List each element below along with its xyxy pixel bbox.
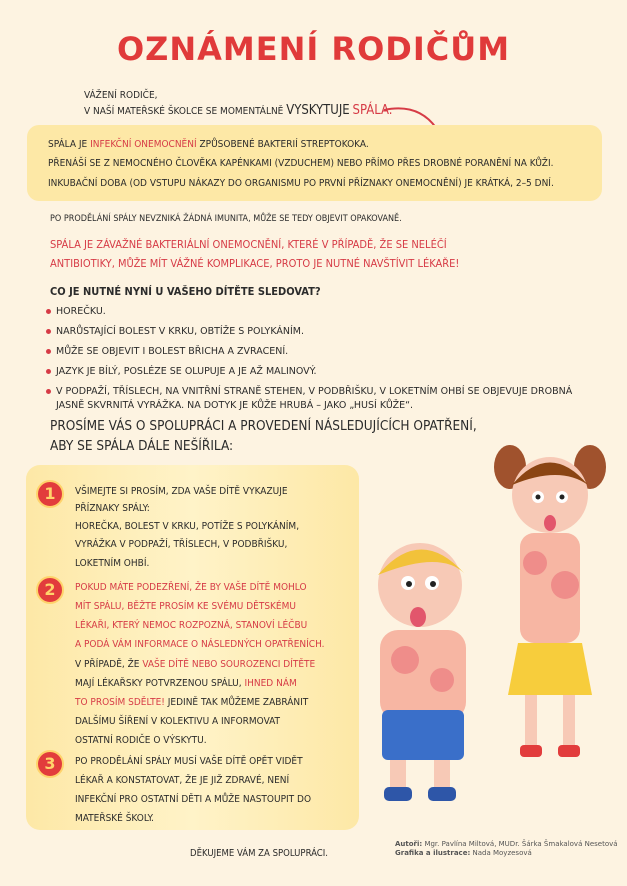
step-highlight: IHNED NÁM <box>244 678 297 689</box>
warning-line-1: SPÁLA JE ZÁVAŽNÉ BAKTERIÁLNÍ ONEMOCNĚNÍ, KTERÉ V PŘÍPADĚ, ŽE SE NELÉČÍ <box>50 238 447 251</box>
boy-figure <box>378 543 466 801</box>
page-title: OZNÁMENÍ RODIČŮM <box>116 30 511 68</box>
request-line-2: ABY SE SPÁLA DÁLE NEŠÍŘILA: <box>50 438 234 454</box>
step-3-line: PO PRODĚLÁNÍ SPÁLY MUSÍ VAŠE DÍTĚ OPĚT VIDĚT <box>75 756 303 767</box>
info-line-3: INKUBAČNÍ DOBA (OD VSTUPU NÁKAZY DO ORGANISMU PO PRVNÍ PŘÍZNAKY ONEMOCNĚNÍ) JE KRÁTKÁ, 2–5 DNÍ. <box>48 178 554 189</box>
credits <box>395 840 618 858</box>
info-line-1 <box>48 137 369 152</box>
step-1-line: LOKETNÍM OHBÍ. <box>75 558 150 569</box>
step-3-line: INFEKČNÍ PRO OSTATNÍ DĚTI A MŮŽE NASTOUPIT DO <box>75 794 312 805</box>
intro-disease: SPÁLA. <box>352 103 393 118</box>
immunity-note: PO PRODĚLÁNÍ SPÁLY NEVZNIKÁ ŽÁDNÁ IMUNITA, MŮŽE SE TEDY OBJEVIT OPAKOVANĚ. <box>50 214 402 224</box>
graphics-credit <box>395 849 618 858</box>
credit-value: Mgr. Pavlína Miltová, MUDr. Šárka Šmakalová Nesetová <box>424 840 618 848</box>
step-2-line: LÉKAŘI, KTERÝ NEMOC ROZPOZNÁ, STANOVÍ LÉČBU <box>75 620 308 631</box>
step-2-line: DALŠÍMU ŠÍŘENÍ V KOLEKTIVU A INFORMOVAT <box>75 716 280 727</box>
step-number-3: 3 <box>36 750 64 778</box>
warning-line-2: ANTIBIOTIKY, MŮŽE MÍT VÁŽNÉ KOMPLIKACE, PROTO JE NUTNÉ NAVŠTÍVIT LÉKAŘE! <box>50 257 460 270</box>
info-text: SPÁLA JE <box>48 139 88 150</box>
list-item: HOREČKU. <box>46 305 576 319</box>
intro-emphasis: VYSKYTUJE <box>286 103 350 118</box>
watch-heading: CO JE NUTNÉ NYNÍ U VAŠEHO DÍTĚTE SLEDOVAT? <box>50 285 321 298</box>
girl-figure <box>494 445 606 757</box>
info-highlight: INFEKČNÍ ONEMOCNĚNÍ <box>90 139 197 150</box>
intro-line <box>84 103 393 119</box>
step-2-line: MÍT SPÁLU, BĚŽTE PROSÍM KE SVÉMU DĚTSKÉMU <box>75 601 296 612</box>
list-item: MŮŽE SE OBJEVIT I BOLEST BŘICHA A ZVRACENÍ. <box>46 345 576 359</box>
credit-value: Nada Moyzesová <box>472 849 532 857</box>
step-highlight: TO PROSÍM SDĚLTE! <box>75 697 165 708</box>
step-2-line <box>75 695 308 711</box>
list-item: JAZYK JE BÍLÝ, POSLÉZE SE OLUPUJE A JE AŽ MALINOVÝ. <box>46 365 576 379</box>
step-1-line: VŠIMEJTE SI PROSÍM, ZDA VAŠE DÍTĚ VYKAZUJE <box>75 486 288 497</box>
step-1-line: VYRÁŽKA V PODPAŽÍ, TŘÍSLECH, V PODBŘIŠKU, <box>75 539 288 550</box>
step-2-line <box>75 657 315 673</box>
children-illustration <box>360 445 620 825</box>
step-1-line: PŘÍZNAKY SPÁLY: <box>75 503 150 514</box>
step-1-line: HOREČKA, BOLEST V KRKU, POTÍŽE S POLYKÁNÍM, <box>75 521 300 532</box>
thanks-text: DĚKUJEME VÁM ZA SPOLUPRÁCI. <box>190 848 329 859</box>
step-3-line: MATEŘSKÉ ŠKOLY. <box>75 813 154 824</box>
step-highlight: VAŠE DÍTĚ NEBO SOUROZENCI DÍTĚTE <box>142 659 316 670</box>
step-2-line: POKUD MÁTE PODEZŘENÍ, ŽE BY VAŠE DÍTĚ MOHLO <box>75 582 307 593</box>
step-2-line <box>75 676 297 692</box>
symptom-list <box>46 305 576 419</box>
info-line-2: PŘENÁŠÍ SE Z NEMOCNÉHO ČLOVĚKA KAPÉNKAMI (VZDUCHEM) NEBO PŘÍMO PŘES DROBNÉ PORANĚNÍ NA KŮŽI. <box>48 158 554 169</box>
step-number-1: 1 <box>36 480 64 508</box>
info-text: ZPŮSOBENÉ BAKTERIÍ STREPTOKOKA. <box>199 139 369 150</box>
step-2-line: A PODÁ VÁM INFORMACE O NÁSLEDNÝCH OPATŘENÍCH. <box>75 639 325 650</box>
author-credit <box>395 840 618 849</box>
step-text: JEDINĚ TAK MŮŽEME ZABRÁNIT <box>167 697 309 708</box>
credit-label: Grafika a ilustrace: <box>395 849 471 857</box>
greeting: VÁŽENÍ RODIČE, <box>84 90 158 101</box>
step-2-line: OSTATNÍ RODIČE O VÝSKYTU. <box>75 735 207 746</box>
step-text: MAJÍ LÉKAŘSKY POTVRZENOU SPÁLU, <box>75 678 242 689</box>
list-item: NARŮSTAJÍCÍ BOLEST V KRKU, OBTÍŽE S POLYKÁNÍM. <box>46 325 576 339</box>
step-text: V PŘÍPADĚ, ŽE <box>75 659 140 670</box>
intro-text: V NAŠÍ MATEŘSKÉ ŠKOLCE SE MOMENTÁLNĚ <box>84 106 284 117</box>
step-number-2: 2 <box>36 576 64 604</box>
list-item: V PODPAŽÍ, TŘÍSLECH, NA VNITŘNÍ STRANĚ STEHEN, V PODBŘIŠKU, V LOKETNÍM OHBÍ SE OBJEVUJE DROBNÁ JASNĚ SKVRNITÁ VYRÁŽKA. NA DOTYK JE KŮŽE HRUBÁ – JAKO „HUSÍ KŮŽE“. <box>46 385 576 413</box>
step-3-line: LÉKAŘ A KONSTATOVAT, ŽE JE JIŽ ZDRAVÉ, NENÍ <box>75 775 290 786</box>
request-line-1: PROSÍME VÁS O SPOLUPRÁCI A PROVEDENÍ NÁSLEDUJÍCÍCH OPATŘENÍ, <box>50 418 477 434</box>
credit-label: Autoři: <box>395 840 423 848</box>
